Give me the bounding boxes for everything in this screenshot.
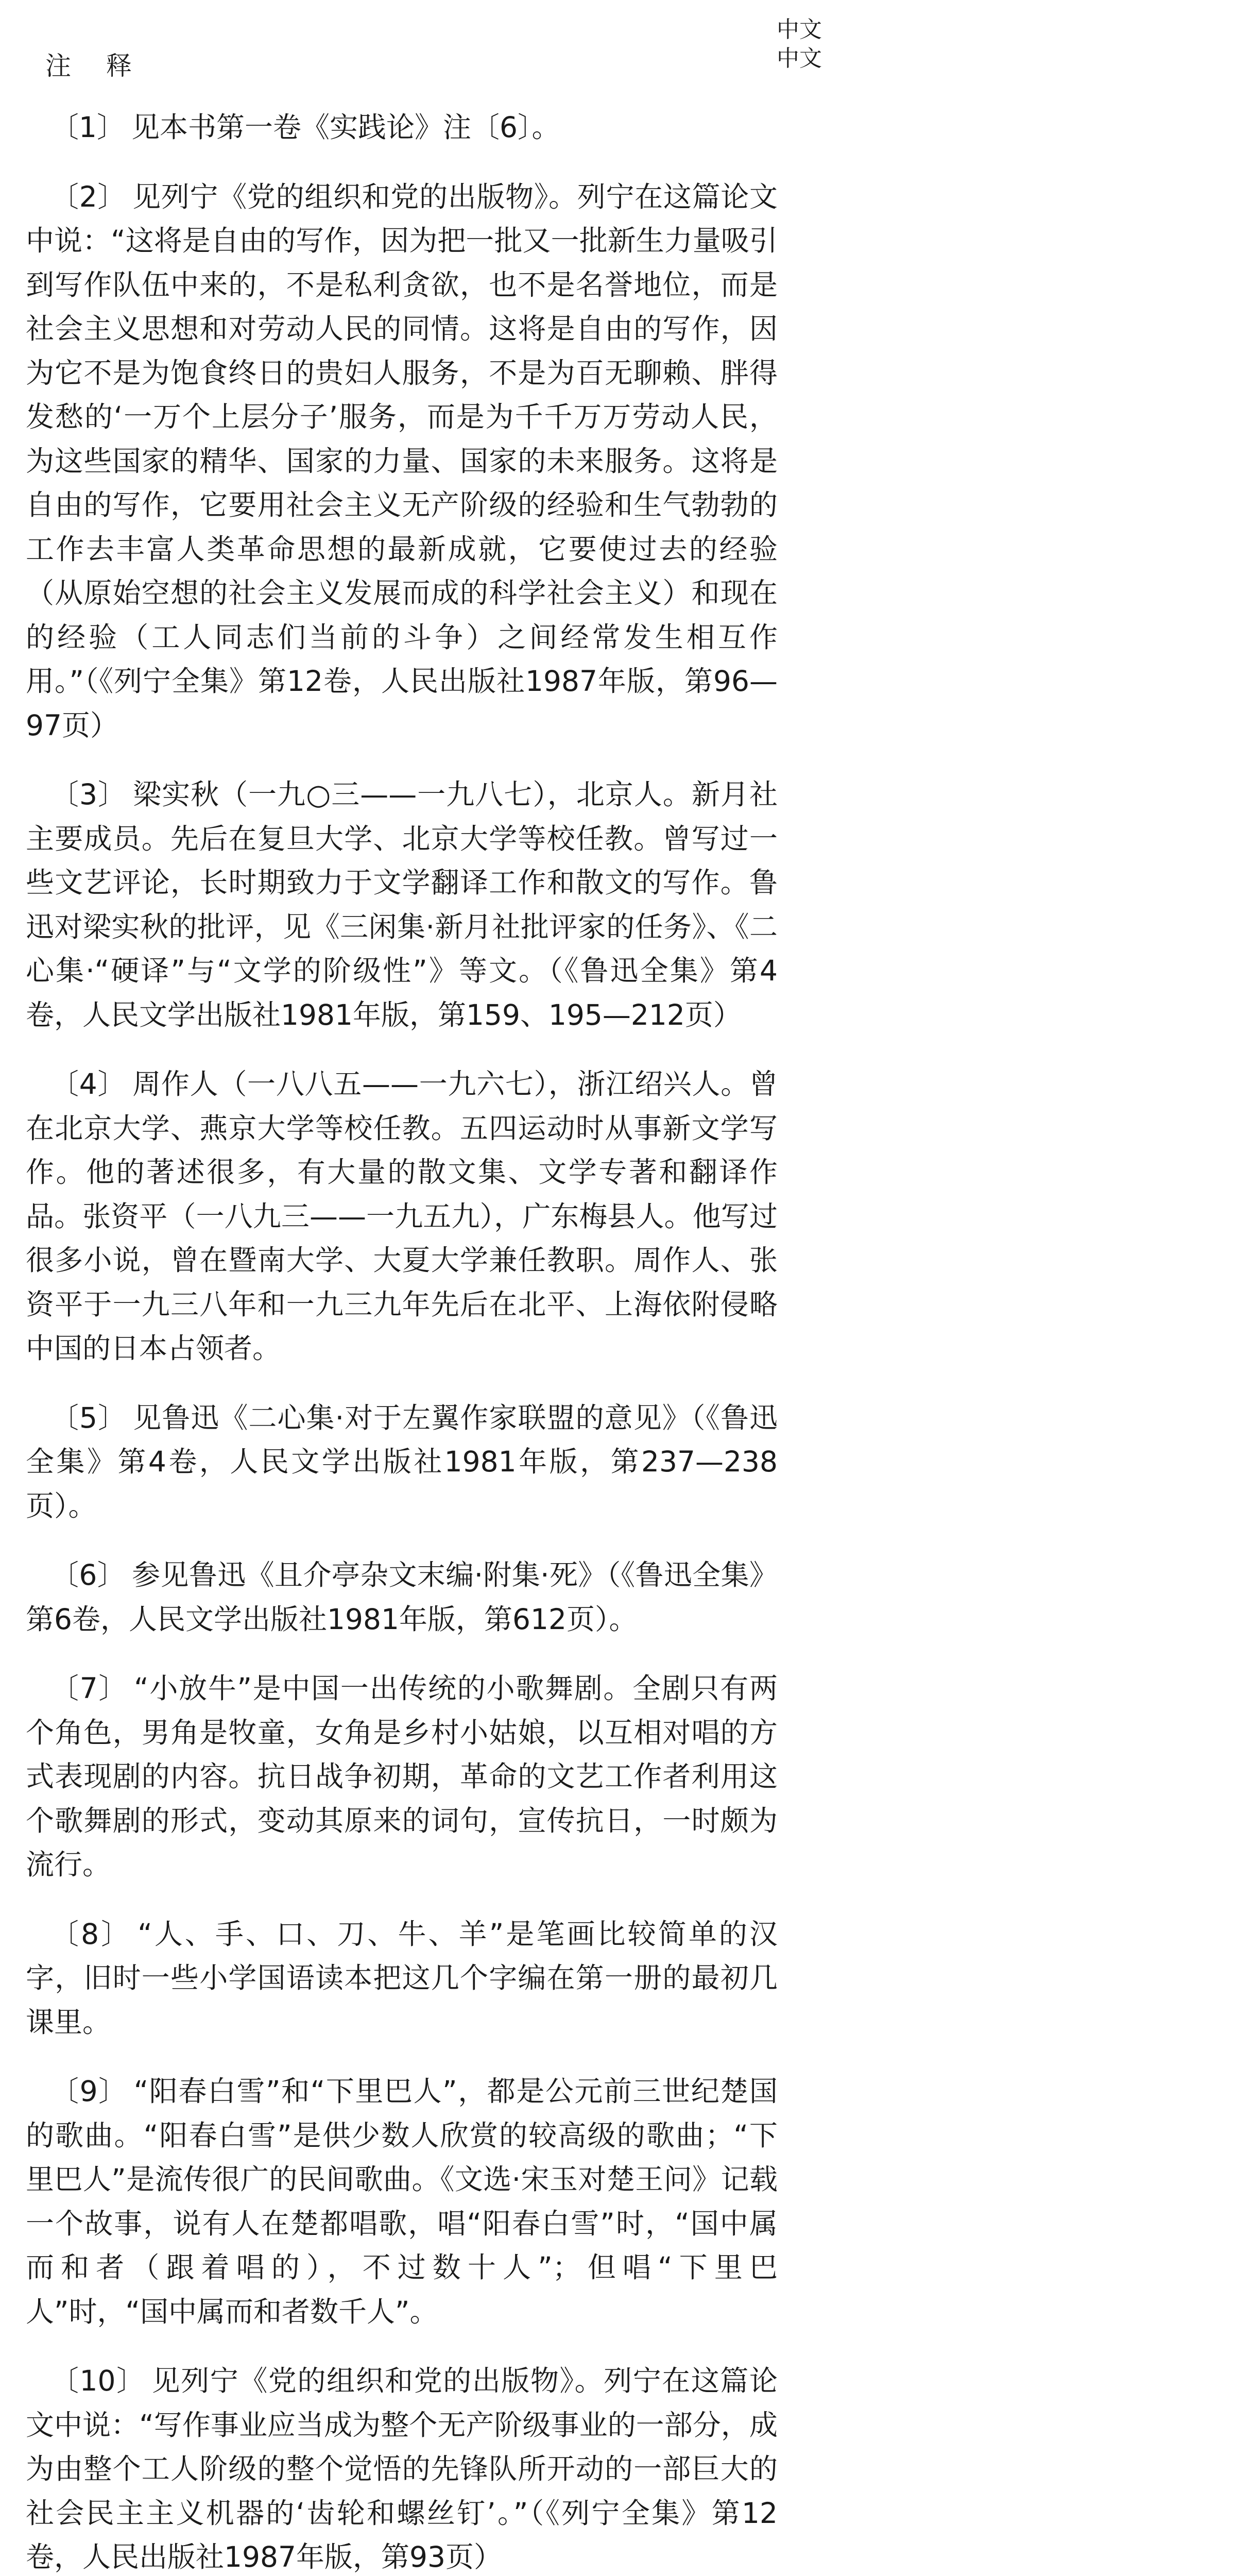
note-number: 〔9〕 [50, 2075, 128, 2108]
note-number: 〔7〕 [50, 1672, 128, 1705]
note-text: 梁实秋（一九○三——一九八七），北京人。新月社主要成员。先后在复旦大学、北京大学等校任教。曾写过一些文艺评论，长时期致力于文学翻译工作和散文的写作。鲁迅对梁实秋的批评，见《三闲集·新月社批评家的任务》、《二心集·“硬译”与“文学的阶级性”》等文。（《鲁迅全集》第4卷，人民文学出版社1981年版，第159、195—212页） [26, 778, 778, 1031]
note-item [26, 2359, 778, 2576]
note-item [26, 1667, 778, 1887]
note-item [26, 773, 778, 1037]
note-number: 〔2〕 [50, 180, 127, 213]
note-item [26, 175, 778, 748]
note-text: “小放牛”是中国一出传统的小歌舞剧。全剧只有两个角色，男角是牧童，女角是乡村小姑娘，以互相对唱的方式表现剧的内容。抗日战争初期，革命的文艺工作者利用这个歌舞剧的形式，变动其原来的词句，宣传抗日，一时颇为流行。 [26, 1672, 778, 1881]
note-text: “人、手、口、刀、牛、羊”是笔画比较简单的汉字，旧时一些小学国语读本把这几个字编在第一册的最初几课里。 [26, 1917, 778, 2039]
note-text: “阳春白雪”和“下里巴人”，都是公元前三世纪楚国的歌曲。“阳春白雪”是供少数人欣赏的较高级的歌曲；“下里巴人”是流传很广的民间歌曲。《文选·宋玉对楚王问》记载一个故事，说有人在楚都唱歌，唱“阳春白雪”时，“国中属而和者（跟着唱的），不过数十人”；但唱“下里巴人”时，“国中属而和者数千人”。 [26, 2075, 778, 2328]
note-item [26, 2070, 778, 2334]
note-number: 〔8〕 [50, 1917, 132, 1951]
note-number: 〔3〕 [50, 778, 127, 811]
note-number: 〔10〕 [50, 2364, 146, 2397]
note-text: 见本书第一卷《实践论》注〔6〕。 [131, 111, 560, 144]
note-text: 周作人（一八八五——一九六七），浙江绍兴人。曾在北京大学、燕京大学等校任教。五四运动时从事新文学写作。他的著述很多，有大量的散文集、文学专著和翻译作品。张资平（一八九三——一九五九），广东梅县人。他写过很多小说，曾在暨南大学、大夏大学兼任教职。周作人、张资平于一九三八年和一九三九年先后在北平、上海依附侵略中国的日本占领者。 [26, 1067, 778, 1365]
note-item [26, 1553, 778, 1641]
note-text: 见鲁迅《二心集·对于左翼作家联盟的意见》（《鲁迅全集》第4卷，人民文学出版社1981年版，第237—238页）。 [26, 1401, 778, 1522]
language-link[interactable]: 中文 [777, 16, 822, 43]
note-number: 〔1〕 [50, 111, 125, 144]
language-switcher [777, 15, 822, 73]
notes-list [26, 106, 778, 2576]
language-link[interactable]: 中文 [777, 45, 822, 72]
note-text: 见列宁《党的组织和党的出版物》。列宁在这篇论文中说：“写作事业应当成为整个无产阶级事业的一部分，成为由整个工人阶级的整个觉悟的先锋队所开动的一部巨大的社会民主主义机器的‘齿轮和螺丝钉’。”（《列宁全集》第12卷，人民出版社1987年版，第93页） [26, 2364, 778, 2573]
note-number: 〔4〕 [50, 1067, 127, 1100]
note-item [26, 106, 778, 150]
note-item [26, 1912, 778, 2045]
page-title: 注 释 [45, 51, 145, 81]
note-number: 〔5〕 [50, 1401, 127, 1434]
note-text: 参见鲁迅《且介亭杂文末编·附集·死》（《鲁迅全集》第6卷，人民文学出版社1981年版，第612页）。 [26, 1558, 778, 1636]
note-text: 见列宁《党的组织和党的出版物》。列宁在这篇论文中说：“这将是自由的写作，因为把一批又一批新生力量吸引到写作队伍中来的，不是私利贪欲，也不是名誉地位，而是社会主义思想和对劳动人民的同情。这将是自由的写作，因为它不是为饱食终日的贵妇人服务，不是为百无聊赖、胖得发愁的‘一万个上层分子’服务，而是为千千万万劳动人民，为这些国家的精华、国家的力量、国家的未来服务。这将是自由的写作，它要用社会主义无产阶级的经验和生气勃勃的工作去丰富人类革命思想的最新成就，它要使过去的经验（从原始空想的社会主义发展而成的科学社会主义）和现在的经验（工人同志们当前的斗争）之间经常发生相互作用。”（《列宁全集》第12卷，人民出版社1987年版，第96—97页） [26, 180, 778, 742]
note-item [26, 1062, 778, 1371]
note-item [26, 1396, 778, 1529]
note-number: 〔6〕 [50, 1558, 126, 1591]
